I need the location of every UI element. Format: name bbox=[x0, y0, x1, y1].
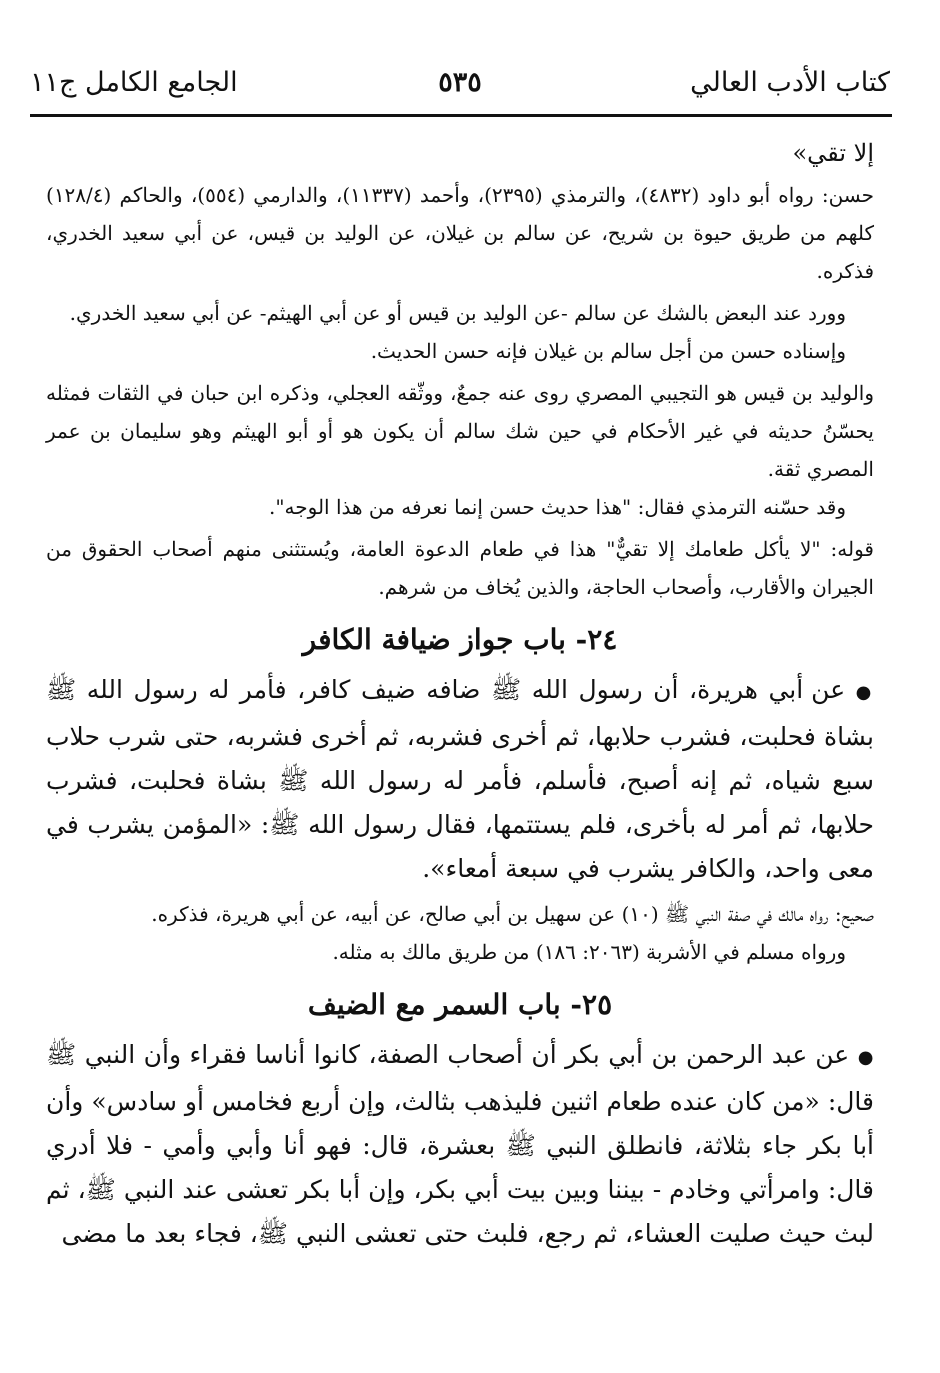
takhrij-paragraph: ورواه مسلم في الأشربة (٢٠٦٣: ١٨٦) من طريق مالك به مثله. bbox=[332, 940, 846, 964]
page-body bbox=[46, 130, 874, 1256]
takhrij-paragraph: صحيح: رواه مالك في صفة النبي ﷺ (١٠) عن سهيل بن أبي صالح، عن أبيه، عن أبي هريرة، فذكره. bbox=[151, 902, 874, 926]
hadith-text: عن عبد الرحمن بن أبي بكر أن أصحاب الصفة، كانوا أناسا فقراء وأن النبي ﷺ قال: «من كان عنده طعام اثنين فليذهب بثالث، وإن أربع فخامس أو سادس» وأن أبا بكر جاء بثلاثة، فانطلق النبي ﷺ بعشرة، قال: فهو أنا وأبي وأمي - فلا أدري قال: وامرأتي وخادم - بيننا وبين بيت أبي بكر، وإن أبا بكر تعشى عند النبي ﷺ، ثم لبث حيث صليت العشاء، ثم رجع، فلبث حتى تعشى النبي ﷺ، فجاء بعد ما مضى bbox=[46, 1040, 874, 1248]
collection-title: الجامع الكامل ج١١ bbox=[30, 67, 238, 98]
hadith-text: عن أبي هريرة، أن رسول الله ﷺ ضافه ضيف كافر، فأمر له رسول الله ﷺ بشاة فحلبت، فشرب حلابها، ثم أخرى فشربه، ثم أخرى فشربه، حتى شرب حلاب سبع شياه، ثم إنه أصبح، فأسلم، فأمر له رسول الله ﷺ بشاة فحلبت، فشرب حلابها، ثم أمر له بأخرى، فلم يستتمها، فقال رسول الله ﷺ: «المؤمن يشرب في معى واحد، والكافر يشرب في سبعة أمعاء». bbox=[46, 675, 874, 883]
bullet-icon: ● bbox=[857, 1047, 874, 1068]
page-number: ٥٣٥ bbox=[438, 67, 482, 98]
header-divider bbox=[30, 114, 892, 117]
takhrij-paragraph: وورد عند البعض بالشك عن سالم -عن الوليد بن قيس أو عن أبي الهيثم- عن أبي سعيد الخدري. bbox=[69, 301, 846, 325]
quote-end-line: إلا تقي» bbox=[792, 139, 874, 167]
hadith-paragraph bbox=[46, 668, 874, 891]
section-heading-24: ٢٤- باب جواز ضيافة الكافر bbox=[302, 623, 618, 656]
takhrij-paragraph: وإسناده حسن من أجل سالم بن غيلان فإنه حسن الحديث. bbox=[370, 339, 846, 363]
bullet-icon: ● bbox=[855, 682, 874, 703]
takhrij-paragraph: حسن: رواه أبو داود (٤٨٣٢)، والترمذي (٢٣٩٥)، وأحمد (١١٣٣٧)، والدارمي (٥٥٤)، والحاكم (١٢٨/٤) كلهم من طريق حيوة بن شريح، عن سالم بن غيلان، عن الوليد بن قيس، عن أبي سعيد الخدري، فذكره. bbox=[46, 183, 874, 283]
takhrij-paragraph: وقد حسّنه الترمذي فقال: "هذا حديث حسن إنما نعرفه من هذا الوجه". bbox=[268, 495, 846, 519]
takhrij-paragraph: والوليد بن قيس هو التجيبي المصري روى عنه جمعٌ، ووثّقه العجلي، وذكره ابن حبان في الثقات فمثله يحسّنُ حديثه في غير الأحكام في حين شك سالم أن يكون هو أو أبو الهيثم وهو سليمان بن عمر المصري ثقة. bbox=[46, 381, 874, 481]
hadith-paragraph bbox=[46, 1033, 874, 1256]
page-header bbox=[30, 58, 890, 108]
book-title: كتاب الأدب العالي bbox=[690, 67, 890, 98]
section-heading-25: ٢٥- باب السمر مع الضيف bbox=[307, 988, 613, 1021]
takhrij-paragraph: قوله: "لا يأكل طعامك إلا تقيٌّ" هذا في طعام الدعوة العامة، ويُستثنى منهم أصحاب الحقوق من الجيران والأقارب، وأصحاب الحاجة، والذين يُخاف من شرهم. bbox=[46, 537, 874, 599]
